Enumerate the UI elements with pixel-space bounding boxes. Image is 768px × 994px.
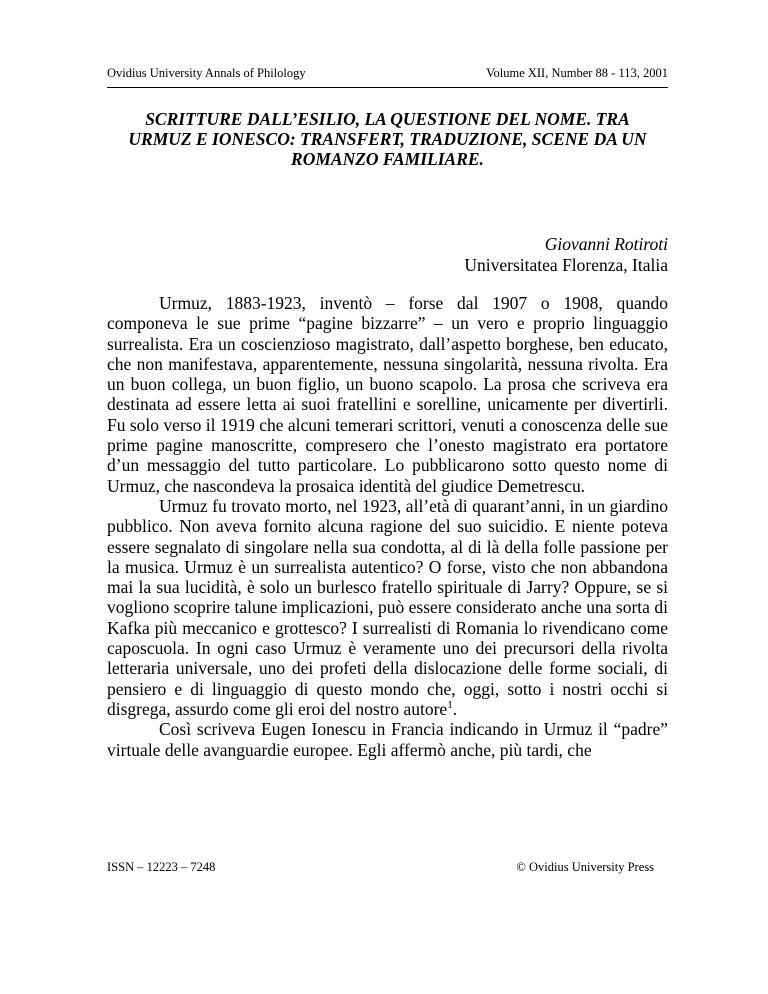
publisher: © Ovidius University Press bbox=[516, 860, 654, 874]
volume-info: Volume XII, Number 88 - 113, 2001 bbox=[486, 66, 668, 80]
paragraph-2-text: Urmuz fu trovato morto, nel 1923, all’età di quarant’anni, in un giardino pubblico. Non aveva fornito alcuna ragione del suo suicidio. E niente poteva essere segnalato di singolare nella sua condotta, al di là della folle passione per la musica. Urmuz è un surrealista autentico? O forse, visto che non abbandona mai la sua lucidità, è solo un burlesco fratello spirituale di Jarry? Oppure, se si vogliono scoprire talune implicazioni, può essere considerato anche una sorta di Kafka più meccanico e grottesco? I surrealisti di Romania lo rivendicano come caposcuola. In ogni caso Urmuz è veramente uno dei precursori della rivolta letteraria universale, uno dei profeti della dislocazione delle forme sociali, di pensiero e di linguaggio di questo mondo che, oggi, sotto i nostri occhi si disgrega, assurdo come gli eroi del nostro autore bbox=[107, 495, 668, 719]
journal-name: Ovidius University Annals of Philology bbox=[107, 66, 306, 80]
author-name: Giovanni Rotiroti bbox=[544, 234, 668, 254]
paragraph-1: Urmuz, 1883-1923, inventò – forse dal 1907 o 1908, quando componeva le sue prime “pagine bizzarre” – un vero e proprio linguaggio surrealista. Era un coscienzioso magistrato, dall’aspetto borghese, ben educato, che non manifestava, apparentemente, nessuna singolarità, nessuna rivolta. Era un buon collega, un buon figlio, un buono scapolo. La prosa che scriveva era destinata ad essere letta ai suoi fratellini e sorelline, unicamente per divertirli. Fu solo verso il 1919 che alcuni temerari scrittori, venuti a conoscenza delle sue prime pagine manoscritte, compresero che l’onesto magistrato era portatore d’un messaggio del tutto particolare. Lo pubblicarono sotto questo nome di Urmuz, che nascondeva la prosaica identità del giudice Demetrescu. bbox=[107, 293, 668, 496]
issn: ISSN – 12223 – 7248 bbox=[107, 860, 216, 874]
article-title bbox=[107, 109, 668, 169]
paragraph-2 bbox=[107, 496, 668, 719]
author-affiliation: Universitatea Florenza, Italia bbox=[464, 255, 668, 275]
paragraph-2-end: . bbox=[452, 698, 458, 719]
footnote-ref[interactable]: 1 bbox=[447, 699, 453, 712]
paragraph-3: Così scriveva Eugen Ionescu in Francia indicando in Urmuz il “padre” virtuale delle avanguardie europee. Egli affermò anche, più tardi, che bbox=[107, 719, 668, 760]
header-rule bbox=[107, 87, 668, 88]
title-line-2: URMUZ E IONESCO: TRANSFERT, TRADUZIONE, SCENE DA UN bbox=[128, 129, 647, 149]
title-line-3: ROMANZO FAMILIARE. bbox=[291, 149, 484, 169]
running-header bbox=[107, 66, 668, 82]
page-footer bbox=[107, 860, 668, 876]
title-line-1: SCRITTURE DALL’ESILIO, LA QUESTIONE DEL NOME. TRA bbox=[145, 109, 630, 129]
article-body bbox=[107, 293, 668, 760]
